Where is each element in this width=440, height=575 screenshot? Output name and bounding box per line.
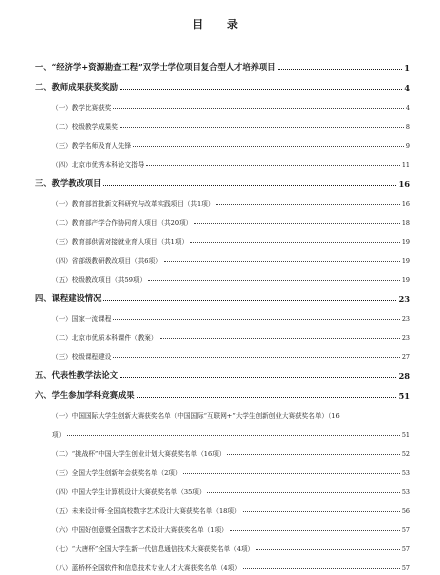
dot-leader [216,204,399,205]
toc-page-number: 11 [401,161,410,169]
toc-subsection-entry[interactable] [35,131,410,150]
toc-page-number: 8 [405,123,410,131]
toc-subsection-label: （三）教育部供需对接就业育人项目（共1项） [52,238,189,246]
toc-section-number: 三、 [35,178,52,188]
toc-subsection-entry[interactable] [35,246,410,265]
toc-subsection-label: （一）国家一流课程 [52,315,112,323]
toc-section-number: 二、 [35,82,52,92]
toc-section-title: 学生参加学科竞赛成果 [51,390,135,400]
dot-leader [230,530,400,531]
toc-subsection-entry[interactable] [35,401,410,420]
dot-leader [67,435,400,436]
toc-subsection-entry[interactable] [35,227,410,246]
toc-page-number: 27 [401,353,410,361]
toc-page-number: 51 [398,391,410,401]
toc-subsection-label: （四）省部级教研教改项目（共6项） [52,257,162,265]
dot-leader [278,69,403,70]
toc-section-entry[interactable] [35,73,410,93]
dot-leader [243,511,400,512]
toc-subsection-label: （五）校级教改项目（共59项） [52,276,147,284]
dot-leader [120,127,404,128]
toc-page-number: 57 [401,564,410,572]
toc-section-label [35,61,276,73]
toc-subsection-entry[interactable] [35,323,410,342]
dot-leader [207,492,399,493]
toc-page-number: 51 [401,431,410,439]
dot-leader [183,473,399,474]
toc-section-title: 代表性教学法论文 [51,370,118,380]
page-title: 目 录 [192,18,248,31]
toc-section-entry[interactable] [35,53,410,73]
toc-page-number: 52 [401,450,410,458]
dot-leader [256,549,400,550]
dot-leader [148,280,400,281]
toc-subsection-label: （三）校级课程建设 [52,353,112,361]
dot-leader [164,261,400,262]
toc-subsection-entry[interactable] [35,304,410,323]
dot-leader [113,319,400,320]
toc-subsection-entry[interactable] [35,189,410,208]
dot-leader [194,223,400,224]
toc-subsection-label: （三）教学名师及育人先锋 [52,142,132,150]
toc-page-number: 9 [405,142,410,150]
toc-subsection-entry[interactable] [35,342,410,361]
dot-leader [113,108,404,109]
toc-page-number: 53 [401,488,410,496]
toc-subsection-label: （八）蓝桥杯全国软件和信息技术专业人才大赛获奖名单（4项） [52,564,241,572]
toc-page-number: 1 [404,63,410,73]
toc-subsection-label: （三）全国大学生创新年会获奖名单（2项） [52,469,182,477]
toc-subsection-entry[interactable] [35,496,410,515]
toc-subsection-label: （一）教育部首批新文科研究与改革实践项目（共1项） [52,200,215,208]
dot-leader [146,165,400,166]
toc-page-number: 56 [401,507,410,515]
dot-leader [160,338,400,339]
toc-page-number: 57 [401,545,410,553]
toc-section-number: 四、 [35,293,52,303]
toc-subsection-label: （一）中国国际大学生创新大赛获奖名单（中国国际“互联网+”大学生创新创业大赛获奖名单）（16 [52,412,340,420]
dot-leader [113,357,400,358]
toc-subsection-entry[interactable] [35,515,410,534]
toc-section-entry[interactable] [35,381,410,401]
toc-subsection-entry[interactable] [35,458,410,477]
dot-leader [133,146,404,147]
toc-page-number: 16 [398,179,410,189]
toc-subsection-label-continued: 项） [52,431,66,439]
toc-section-entry[interactable] [35,284,410,304]
toc-subsection-label: （二）“挑战杯”中国大学生创业计划大赛获奖名单（16项） [52,450,226,458]
toc-section-title: “经济学+资源勘查工程”双学士学位项目复合型人才培养项目 [51,62,276,72]
table-of-contents [35,53,410,572]
toc-subsection-entry[interactable] [35,112,410,131]
toc-subsection-label: （四）北京市优秀本科论文指导 [52,161,145,169]
dot-leader [227,454,399,455]
toc-section-number: 六、 [35,390,52,400]
toc-subsection-label: （五）未来设计师·全国高校数字艺术设计大赛获奖名单（18项） [52,507,241,515]
toc-page-number: 57 [401,526,410,534]
toc-subsection-entry[interactable] [35,265,410,284]
toc-subsection-label: （一）教学比赛获奖 [52,104,112,112]
toc-subsection-label: （二）北京市优质本科课件（教案） [52,334,158,342]
toc-section-number: 一、 [35,62,52,72]
toc-subsection-entry[interactable] [35,477,410,496]
toc-subsection-entry[interactable] [35,553,410,572]
dot-leader [120,89,402,90]
dot-leader [190,242,400,243]
toc-subsection-entry[interactable] [35,208,410,227]
toc-section-entry[interactable] [35,169,410,189]
toc-subsection-entry[interactable] [35,150,410,169]
dot-leader [103,185,396,186]
toc-subsection-label: （二）教育部产学合作协同育人项目（共20项） [52,219,193,227]
toc-section-title: 教学教改项目 [51,178,102,188]
toc-section-label [35,177,101,189]
toc-section-title: 教师成果获奖奖励 [51,82,118,92]
toc-section-label [35,292,101,304]
dot-leader [120,377,396,378]
toc-page-number: 19 [401,257,410,265]
toc-section-number: 五、 [35,370,52,380]
toc-section-label [35,369,118,381]
dot-leader [243,568,400,569]
toc-subsection-label: （七）“大唐杯”全国大学生新一代信息通信技术大赛获奖名单（4项） [52,545,255,553]
toc-subsection-continuation[interactable] [35,420,410,439]
toc-page-number: 18 [401,219,410,227]
toc-page-number: 23 [398,294,410,304]
toc-subsection-entry[interactable] [35,93,410,112]
toc-subsection-entry[interactable] [35,439,410,458]
toc-section-label [35,81,118,93]
toc-page-number: 23 [401,334,410,342]
toc-page-number: 19 [401,238,410,246]
toc-page-number: 4 [404,83,410,93]
toc-page-number: 28 [398,371,410,381]
toc-page-number: 23 [401,315,410,323]
toc-page-number: 53 [401,469,410,477]
toc-section-label [35,389,135,401]
toc-page-number: 16 [401,200,410,208]
toc-section-title: 课程建设情况 [51,293,102,303]
toc-page-number: 4 [405,104,410,112]
toc-subsection-label: （六）中国好创意暨全国数字艺术设计大赛获奖名单（1项） [52,526,228,534]
dot-leader [137,397,397,398]
toc-section-entry[interactable] [35,361,410,381]
toc-subsection-entry[interactable] [35,534,410,553]
toc-subsection-label: （四）中国大学生计算机设计大赛获奖名单（35项） [52,488,206,496]
toc-page-number: 19 [401,276,410,284]
toc-subsection-label: （二）校级教学成果奖 [52,123,118,131]
dot-leader [103,300,396,301]
